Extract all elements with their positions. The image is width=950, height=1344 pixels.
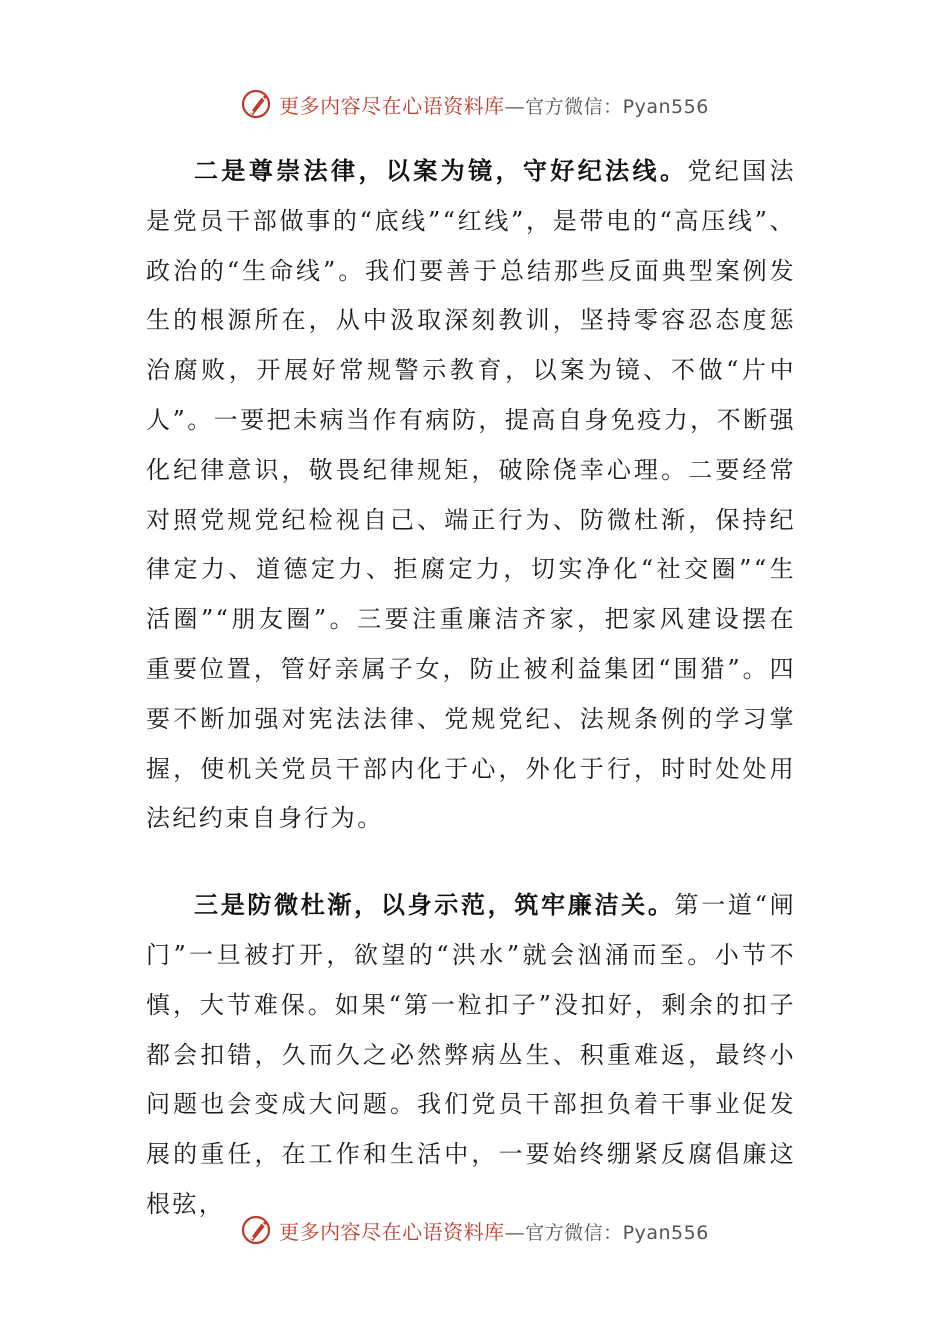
paragraph-1-lead: 二是尊崇法律，以案为镜，守好纪法线。 — [194, 156, 688, 185]
banner-separator: — — [504, 1219, 526, 1244]
brand-text: 更多内容尽在心语资料库 — [279, 1219, 505, 1244]
footer-banner — [0, 1210, 950, 1250]
header-banner — [0, 84, 950, 124]
paragraph-2-lead: 三是防微杜渐，以身示范，筑牢廉洁关。 — [194, 890, 675, 920]
pen-nib-logo-icon — [241, 87, 275, 121]
paragraph-1-body: 党纪国法是党员干部做事的“底线”“红线”，是带电的“高压线”、政治的“生命线”。我们要善于总结那些反面典型案例发生的根源所在，从中汲取深刻教训，坚持零容忍态度惩治腐败，开展好常规警示教育，以案为镜、不做“片中人”。一要把未病当作有病防，提高自身免疫力，不断强化纪律意识，敬畏纪律规矩，破除侥幸心理。二要经常对照党规党纪检视自己、端正行为、防微杜渐，保持纪律定力、道德定力、拒腐定力，切实净化“社交圈”“生活圈”“朋友圈”。三要注重廉洁齐家，把家风建设摆在重要位置，管好亲属子女，防止被利益集团“围猎”。四要不断加强对宪法法律、党规党纪、法规条例的学习掌握，使机关党员干部内化于心，外化于行，时时处处用法纪约束自身行为。 — [146, 157, 796, 833]
wechat-text: 官方微信：Pyan556 — [525, 95, 709, 118]
document-body — [146, 146, 796, 1230]
wechat-text: 官方微信：Pyan556 — [525, 1221, 709, 1244]
banner-separator: — — [504, 93, 526, 118]
pen-nib-logo-icon — [241, 1213, 275, 1247]
banner-text — [279, 1216, 709, 1245]
brand-text: 更多内容尽在心语资料库 — [279, 93, 505, 118]
paragraph-2 — [146, 880, 796, 1230]
paragraph-1 — [146, 146, 796, 844]
banner-text — [279, 90, 709, 119]
paragraph-2-body: 第一道“闸门”一旦被打开，欲望的“洪水”就会汹涌而至。小节不慎，大节难保。如果“第一粒扣子”没扣好，剩余的扣子都会扣错，久而久之必然弊病丛生、积重难返，最终小问题也会变成大问题。我们党员干部担负着干事业促发展的重任，在工作和生活中，一要始终绷紧反腐倡廉这根弦， — [146, 891, 796, 1218]
